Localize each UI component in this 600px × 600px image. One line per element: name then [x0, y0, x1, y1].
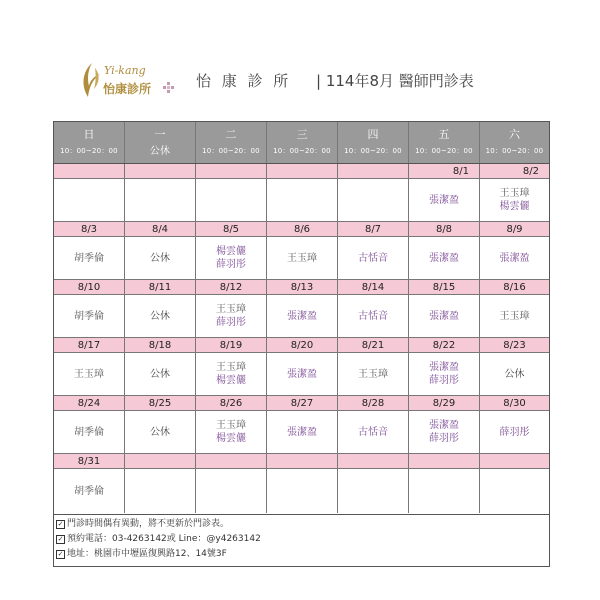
date-cell: 8/8: [409, 222, 480, 236]
date-cell: [267, 164, 338, 178]
doctor-cell: [480, 237, 549, 279]
doctor-cell: [125, 237, 196, 279]
doctor-cell: [409, 179, 480, 221]
header-sat: [480, 122, 549, 163]
doctor-name: 王玉璋: [499, 310, 530, 322]
date-cell: 8/1: [409, 164, 480, 178]
doctor-name: 王玉璋: [499, 188, 530, 199]
day-name: 日: [83, 127, 95, 141]
doctor-name: 胡季倫: [74, 485, 104, 497]
date-cell: 8/19: [196, 338, 267, 352]
doctor-name: 王玉璋: [216, 362, 246, 373]
doctor-cell: [54, 411, 125, 453]
doctor-row: [54, 295, 549, 338]
date-cell: 8/12: [196, 280, 267, 294]
doctor-cell: [125, 353, 196, 395]
doctor-cell: [196, 295, 267, 337]
doctor-cell: [409, 469, 480, 513]
day-name: 五: [438, 127, 450, 141]
date-cell: [338, 454, 409, 468]
doctor-cell: [125, 469, 196, 513]
doctor-name: 古恬音: [358, 426, 388, 438]
schedule-table: [53, 121, 550, 515]
doctor-cell: [480, 411, 549, 453]
note-address: 地址：桃園市中壢區復興路12、14號3F: [67, 549, 227, 559]
header-wed: [267, 122, 338, 163]
day-name: 四: [367, 127, 379, 141]
day-hours: 10：00~20：00: [485, 146, 544, 155]
doctor-cell: [409, 411, 480, 453]
doctor-cell: [409, 353, 480, 395]
doctor-cell: [338, 411, 409, 453]
doctor-row: [54, 237, 549, 280]
closed-label: 公休: [150, 368, 170, 380]
day-hours: 10：00~20：00: [202, 146, 260, 155]
doctor-cell: [480, 469, 549, 513]
doctor-name: 薛羽彤: [216, 259, 246, 270]
date-cell: 8/6: [267, 222, 338, 236]
doctor-cell: [267, 237, 338, 279]
doctor-cell: [480, 353, 549, 395]
doctor-name: 張潔盈: [287, 368, 317, 380]
date-row: [54, 396, 549, 411]
note-item: [56, 517, 547, 532]
day-hours: 10：00~20：00: [344, 146, 402, 155]
doctor-name: 王玉璋: [216, 304, 246, 315]
header-fri: [409, 122, 480, 163]
notes-section: [53, 515, 550, 567]
logo-script-text: Yi-kang: [104, 64, 146, 77]
date-cell: 8/21: [338, 338, 409, 352]
day-hours: 公休: [149, 145, 171, 157]
doctor-cell: [125, 295, 196, 337]
day-name: 三: [296, 127, 308, 141]
day-hours: 10：00~20：00: [273, 146, 331, 155]
doctor-name: 張潔盈: [429, 252, 459, 264]
date-cell: 8/4: [125, 222, 196, 236]
note-phone: 預約電話：03-4263142或 Line：@y4263142: [67, 534, 261, 544]
closed-label: 公休: [150, 310, 170, 322]
header-sun: [54, 122, 125, 163]
doctor-name: 楊雲儷: [216, 433, 246, 444]
doctor-cell: [54, 237, 125, 279]
doctor-cell: [338, 237, 409, 279]
date-cell: 8/7: [338, 222, 409, 236]
date-cell: 8/16: [503, 281, 526, 293]
day-name: 二: [225, 127, 237, 141]
doctor-cell: [54, 469, 125, 513]
date-cell: 8/29: [409, 396, 480, 410]
doctor-name: 楊雲儷: [216, 246, 246, 257]
doctor-cell: [196, 411, 267, 453]
closed-label: 公休: [504, 368, 525, 380]
doctor-name: 薛羽彤: [499, 426, 530, 438]
date-cell: 8/2: [522, 166, 539, 177]
doctor-name: 王玉璋: [358, 368, 388, 380]
doctor-row: [54, 353, 549, 396]
doctor-cell: [196, 353, 267, 395]
date-cell: 8/17: [54, 338, 125, 352]
doctor-name: 張潔盈: [429, 310, 459, 322]
doctor-cell: [338, 179, 409, 221]
doctor-name: 張潔盈: [429, 362, 459, 373]
doctor-cell: [196, 469, 267, 513]
doctor-name: 胡季倫: [74, 252, 104, 264]
doctor-cell: [125, 411, 196, 453]
doctor-cell: [338, 469, 409, 513]
date-cell: 8/27: [267, 396, 338, 410]
date-cell: 8/9: [506, 223, 523, 235]
header-tue: [196, 122, 267, 163]
diamond-dots-icon: [162, 82, 176, 96]
date-row: [54, 222, 549, 237]
doctor-name: 薛羽彤: [429, 375, 459, 386]
date-cell: [409, 454, 480, 468]
date-cell: [54, 164, 125, 178]
date-cell: [125, 454, 196, 468]
header-mon: [125, 122, 196, 163]
doctor-cell: [409, 295, 480, 337]
doctor-row: [54, 469, 549, 513]
date-cell: 8/18: [125, 338, 196, 352]
date-cell: [338, 164, 409, 178]
note-item: [56, 547, 547, 562]
doctor-cell: [480, 179, 549, 221]
doctor-cell: [409, 237, 480, 279]
day-name: 六: [509, 127, 520, 141]
closed-label: 公休: [150, 426, 170, 438]
doctor-cell: [196, 179, 267, 221]
doctor-row: [54, 179, 549, 222]
date-cell: [267, 454, 338, 468]
weekday-header-row: [54, 122, 549, 164]
date-cell: 8/13: [267, 280, 338, 294]
date-cell: [196, 454, 267, 468]
doctor-cell: [54, 179, 125, 221]
day-hours: 10：00~20：00: [415, 146, 473, 155]
date-row: [54, 164, 549, 179]
doctor-name: 古恬音: [358, 310, 388, 322]
doctor-cell: [338, 353, 409, 395]
closed-label: 公休: [150, 252, 170, 264]
doctor-name: 王玉璋: [287, 252, 317, 264]
checkbox-icon: ✓: [57, 520, 64, 528]
doctor-name: 楊雲儷: [499, 201, 530, 212]
doctor-name: 張潔盈: [287, 426, 317, 438]
doctor-name: 胡季倫: [74, 310, 104, 322]
doctor-name: 胡季倫: [74, 426, 104, 438]
checkbox-icon: ✓: [57, 550, 64, 558]
header-thu: [338, 122, 409, 163]
doctor-name: 張潔盈: [429, 420, 459, 431]
date-row: [54, 280, 549, 295]
date-cell: 8/23: [503, 339, 526, 351]
date-cell: 8/24: [54, 396, 125, 410]
date-cell: 8/20: [267, 338, 338, 352]
date-cell: 8/10: [54, 280, 125, 294]
schedule-title: | 114年8月 醫師門診表: [316, 72, 474, 90]
doctor-cell: [196, 237, 267, 279]
doctor-cell: [267, 179, 338, 221]
doctor-cell: [338, 295, 409, 337]
doctor-name: 薛羽彤: [429, 433, 459, 444]
date-cell: 8/22: [409, 338, 480, 352]
logo-chinese-text: 怡康診所: [103, 82, 152, 96]
doctor-name: 薛羽彤: [216, 317, 246, 328]
doctor-name: 張潔盈: [499, 252, 530, 264]
clinic-name: 怡 康 診 所: [196, 72, 292, 90]
doctor-name: 張潔盈: [287, 310, 317, 322]
date-cell: [480, 454, 549, 468]
doctor-name: 王玉璋: [74, 368, 104, 380]
note-schedule-change: 門診時間偶有異動，將不更新於門診表。: [67, 519, 230, 529]
day-name: 一: [154, 127, 166, 141]
doctor-cell: [267, 295, 338, 337]
date-cell: 8/26: [196, 396, 267, 410]
note-item: [56, 532, 547, 547]
day-hours: 10：00~20：00: [60, 146, 118, 155]
doctor-cell: [54, 295, 125, 337]
date-cell: [196, 164, 267, 178]
doctor-name: 楊雲儷: [216, 375, 246, 386]
date-cell: 8/15: [409, 280, 480, 294]
date-cell: 8/31: [54, 454, 125, 468]
doctor-name: 張潔盈: [429, 194, 459, 206]
date-row: [54, 454, 549, 469]
doctor-name: 古恬音: [358, 252, 388, 264]
checkbox-icon: ✓: [57, 535, 64, 543]
doctor-cell: [125, 179, 196, 221]
date-cell: 8/5: [196, 222, 267, 236]
doctor-name: 王玉璋: [216, 420, 246, 431]
date-cell: 8/14: [338, 280, 409, 294]
leaf-logo-icon: [78, 62, 104, 98]
doctor-cell: [267, 353, 338, 395]
date-cell: [125, 164, 196, 178]
doctor-cell: [54, 353, 125, 395]
date-cell: 8/30: [503, 397, 526, 409]
doctor-row: [54, 411, 549, 454]
doctor-cell: [267, 411, 338, 453]
clinic-logo: [78, 62, 178, 102]
doctor-cell: [267, 469, 338, 513]
date-cell: 8/3: [54, 222, 125, 236]
date-row: [54, 338, 549, 353]
doctor-cell: [480, 295, 549, 337]
date-cell: 8/25: [125, 396, 196, 410]
date-cell: 8/11: [125, 280, 196, 294]
date-cell: 8/28: [338, 396, 409, 410]
